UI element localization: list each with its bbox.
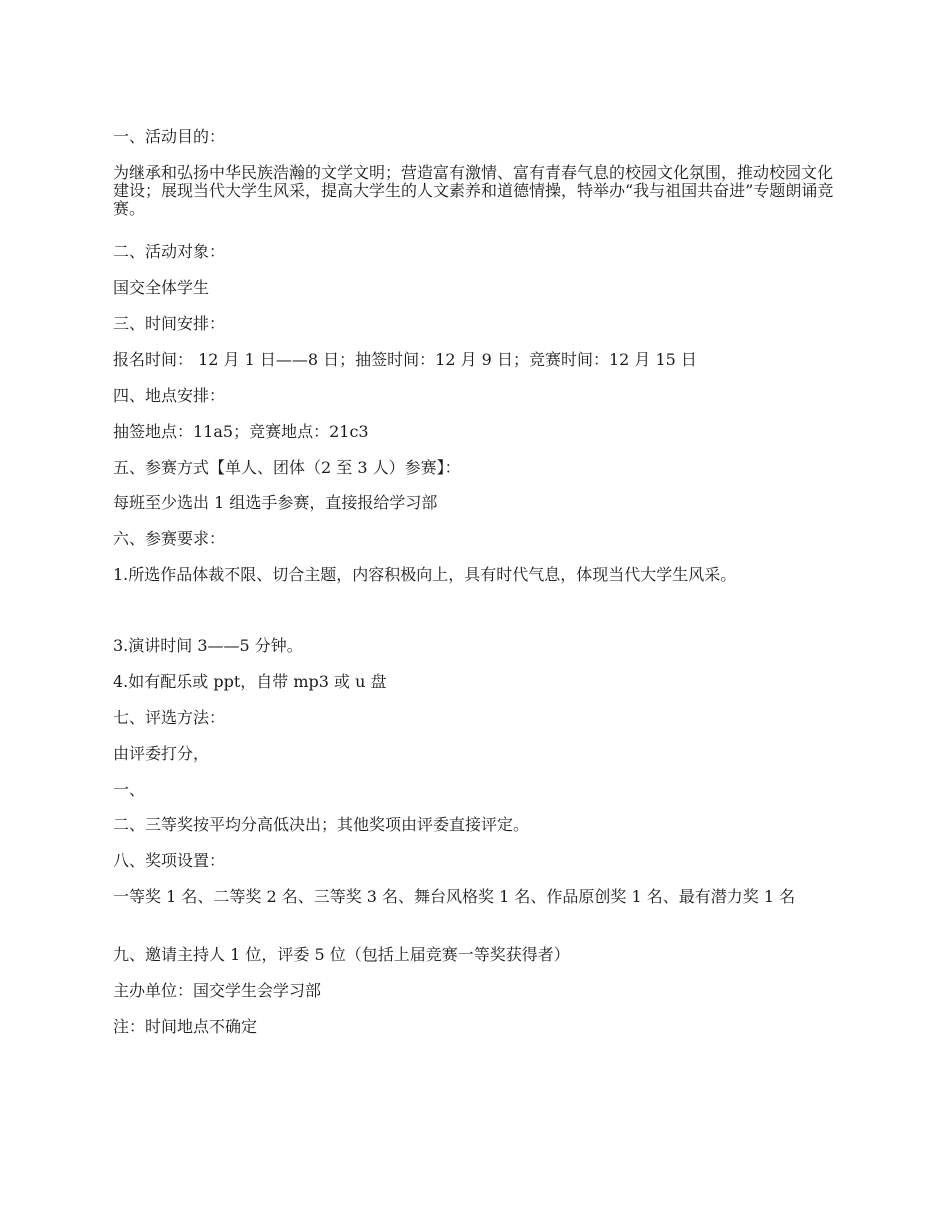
paragraph-requirement-1: 1.所选作品体裁不限、切合主题，内容积极向上，具有时代气息，体现当代大学生风采。	[113, 565, 737, 584]
paragraph-purpose-body: 为继承和弘扬中华民族浩瀚的文学文明；营造富有激情、富有青春气息的校园文化氛围，推动校园文化建设；展现当代大学生风采，提高大学生的人文素养和道德情操，特举办“我与祖国共奋进”专题朗诵竞赛。	[113, 163, 834, 218]
paragraph-schedule-body: 报名时间： 12 月 1 日——8 日；抽签时间：12 月 9 日；竞赛时间：12 月 15 日	[113, 350, 697, 369]
section-heading-schedule: 三、时间安排：	[113, 314, 226, 333]
paragraph-venue-body: 抽签地点：11a5；竞赛地点：21c3	[113, 422, 369, 441]
section-heading-judging: 七、评选方法：	[113, 708, 226, 727]
paragraph-organizer: 主办单位：国交学生会学习部	[113, 981, 322, 1000]
paragraph-hosts-judges: 九、邀请主持人 1 位，评委 5 位（包括上届竞赛一等奖获得者）	[113, 945, 570, 964]
paragraph-format-body: 每班至少选出 1 组选手参赛，直接报给学习部	[113, 493, 438, 512]
paragraph-judging-item-2: 二、三等奖按平均分高低决出；其他奖项由评委直接评定。	[113, 815, 530, 834]
paragraph-judging-item-1: 一、	[113, 780, 146, 799]
section-heading-venue: 四、地点安排：	[113, 386, 226, 405]
paragraph-judging-body: 由评委打分，	[113, 744, 210, 763]
paragraph-note: 注：时间地点不确定	[113, 1017, 258, 1036]
paragraph-audience-body: 国交全体学生	[113, 278, 210, 297]
paragraph-requirement-3: 3.演讲时间 3——5 分钟。	[113, 636, 303, 655]
paragraph-awards-body: 一等奖 1 名、二等奖 2 名、三等奖 3 名、舞台风格奖 1 名、作品原创奖 1 名、最有潜力奖 1 名	[113, 887, 796, 906]
section-heading-purpose: 一、活动目的：	[113, 127, 226, 146]
section-heading-awards: 八、奖项设置：	[113, 851, 226, 870]
section-heading-audience: 二、活动对象：	[113, 242, 226, 261]
section-heading-requirements: 六、参赛要求：	[113, 529, 226, 548]
section-heading-format: 五、参赛方式【单人、团体（2 至 3 人）参赛】：	[113, 458, 461, 477]
paragraph-requirement-4: 4.如有配乐或 ppt，自带 mp3 或 u 盘	[113, 672, 387, 691]
